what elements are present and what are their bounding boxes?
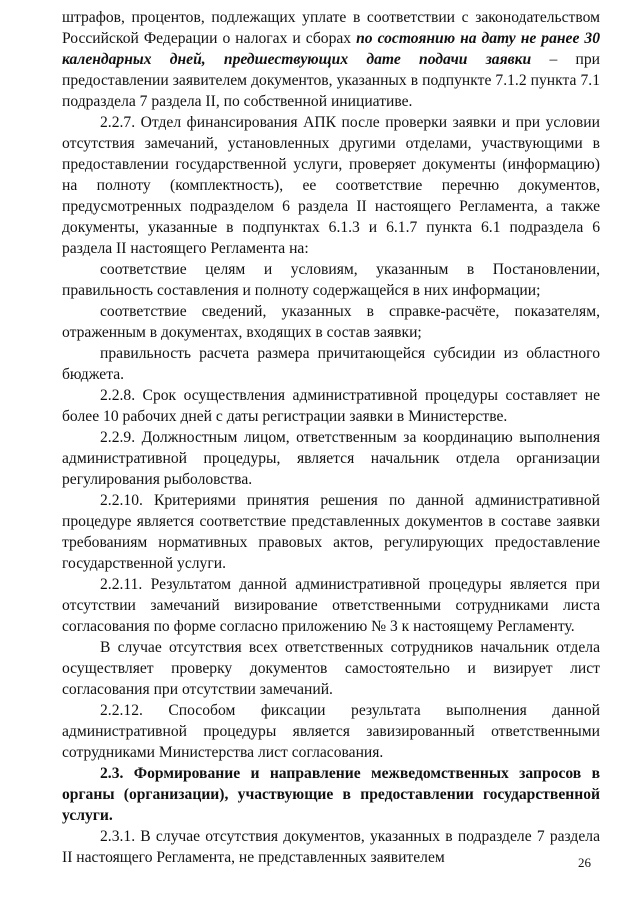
paragraph-2-2-12: 2.2.12. Способом фиксации результата выполнения данной административной процедуры является завизированный ответственными сотрудниками Министерства лист согласования. [62, 702, 600, 761]
list-item-calc: правильность расчета размера причитающейся субсидии из областного бюджета. [62, 345, 600, 383]
paragraph-text: штрафов, процентов, подлежащих уплате в соответствии с законодательством Российской Федерации о налогах и сборах [62, 9, 600, 47]
paragraph-2-2-9: 2.2.9. Должностным лицом, ответственным за координацию выполнения административной процедуры, является начальник отдела организации регулирования рыболовства. [62, 429, 600, 488]
list-item-goals: соответствие целям и условиям, указанным в Постановлении, правильность составления и полноту содержащейся в них информации; [62, 261, 600, 299]
paragraph-2-2-8: 2.2.8. Срок осуществления административной процедуры составляет не более 10 рабочих дней с даты регистрации заявки в Министерстве. [62, 387, 600, 425]
document-page [62, 7, 600, 868]
section-heading-2-3: 2.3. Формирование и направление межведомственных запросов в органы (организации), участвующие в предоставлении государственной услуги. [62, 765, 600, 824]
list-item-data: соответствие сведений, указанных в справке-расчёте, показателям, отраженным в документах, входящих в состав заявки; [62, 303, 600, 341]
paragraph-2-2-7: 2.2.7. Отдел финансирования АПК после проверки заявки и при условии отсутствия замечаний, установленных другими отделами, участвующими в предоставлении государственной услуги, проверяет документы (информацию) на полноту (комплектность), ее соответствие перечню документов, предусмотренных подразделом 6 раздела II настоящего Регламента, а также документы, указанные в подпунктах 6.1.3 и 6.1.7 пункта 6.1 подраздела 6 раздела II настоящего Регламента на: [62, 114, 600, 257]
paragraph-2-3-1: 2.3.1. В случае отсутствия документов, указанных в подразделе 7 раздела II настоящего Регламента, не представленных заявителем [62, 828, 600, 866]
emphasized-text: по состоянию на дату не ранее 30 календарных дней, предшествующих дате подачи заявки [62, 30, 600, 68]
paragraph-absence: В случае отсутствия всех ответственных сотрудников начальник отдела осуществляет проверку документов самостоятельно и визирует лист согласования при отсутствии замечаний. [62, 639, 600, 698]
paragraph-2-2-11: 2.2.11. Результатом данной административной процедуры является при отсутствии замечаний визирование ответственными сотрудниками листа согласования по форме согласно приложению № 3 к настоящему Регламенту. [62, 576, 600, 635]
paragraph-continuation [62, 7, 600, 112]
paragraph-2-2-10: 2.2.10. Критериями принятия решения по данной административной процедуре является соответствие представленных документов в составе заявки требованиям нормативных правовых актов, регулирующих предоставление государственной услуги. [62, 492, 600, 572]
paragraph-text: – при предоставлении заявителем документов, указанных в подпункте 7.1.2 пункта 7.1 подраздела 7 раздела II, по собственной инициативе. [62, 51, 600, 110]
page-number: 26 [578, 855, 591, 870]
